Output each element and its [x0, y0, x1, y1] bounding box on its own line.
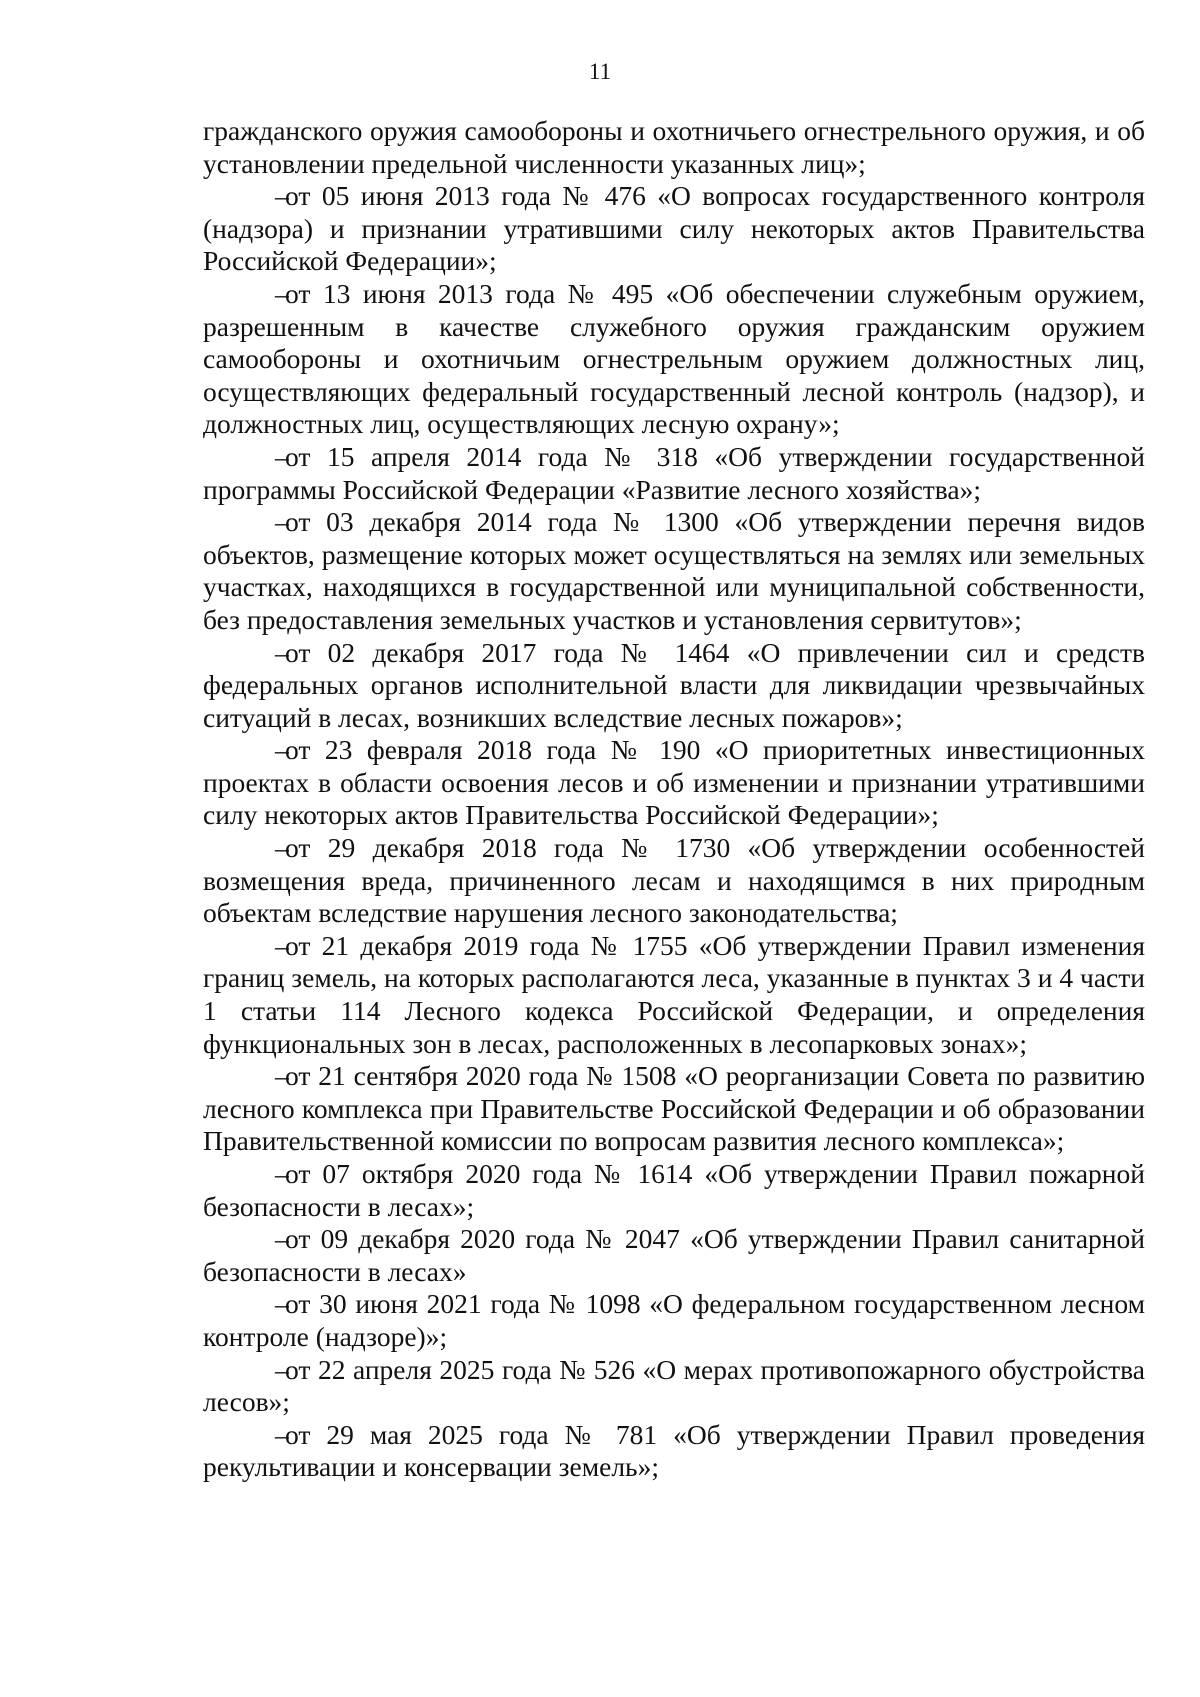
dash-marker: – — [275, 1060, 289, 1092]
dash-marker: – — [275, 440, 289, 472]
dash-marker: – — [275, 1418, 289, 1450]
list-item-text: от 29 мая 2025 года № 781 «Об утверждении Правил проведения рекультивации и консервации земель»; — [203, 1418, 1145, 1483]
list-item-text: от 02 декабря 2017 года № 1464 «О привлечении сил и средств федеральных органов исполнительной власти для ликвидации чрезвычайных ситуаций в лесах, возникших вследствие лесных пожаров»; — [203, 636, 1145, 733]
list-item — [203, 832, 1145, 930]
page-number: 11 — [588, 59, 612, 84]
list-item — [203, 1419, 1145, 1484]
dash-marker: – — [275, 929, 289, 961]
list-item-text: от 05 июня 2013 года № 476 «О вопросах государственного контроля (надзора) и признании утратившими силу некоторых актов Правительства Российской Федерации»; — [203, 180, 1145, 277]
list-item — [203, 1223, 1145, 1288]
list-item — [203, 180, 1145, 278]
list-item-text: от 21 декабря 2019 года № 1755 «Об утверждении Правил изменения границ земель, на которых располагаются леса, указанные в пунктах 3 и 4 части 1 статьи 114 Лесного кодекса Российской Федерации, и определения функциональных зон в лесах, расположенных в лесопарковых зонах»; — [203, 929, 1145, 1059]
list-item-text: от 30 июня 2021 года № 1098 «О федеральном государственном лесном контроле (надзоре)»; — [203, 1288, 1145, 1352]
dash-marker: – — [275, 180, 289, 212]
list-item-text: от 29 декабря 2018 года № 1730 «Об утверждении особенностей возмещения вреда, причиненного лесам и находящимся в них природным объектам вследствие нарушения лесного законодательства; — [203, 832, 1145, 929]
list-item — [203, 1288, 1145, 1353]
dash-marker: – — [275, 832, 289, 864]
list-item — [203, 1158, 1145, 1223]
list-item — [203, 506, 1145, 636]
list-item-text: от 07 октября 2020 года № 1614 «Об утверждении Правил пожарной безопасности в лесах»; — [203, 1158, 1145, 1222]
dash-marker: – — [275, 506, 289, 538]
list-item — [203, 441, 1145, 506]
list-item — [203, 1354, 1145, 1419]
dash-marker: – — [275, 1353, 289, 1385]
act-list — [203, 180, 1145, 1484]
list-item-text: от 13 июня 2013 года № 495 «Об обеспечении служебным оружием, разрешенным в качестве служебного оружия гражданским оружием самообороны и охотничьим огнестрельным оружием должностных лиц, осуществляющих федеральный государственный лесной контроль (надзор), и должностных лиц, осуществляющих лесную охрану»; — [203, 277, 1145, 440]
dash-marker: – — [275, 1158, 289, 1189]
intro-paragraph: гражданского оружия самообороны и охотничьего огнестрельного оружия, и об установлении предельной численности указанных лиц»; — [203, 115, 1145, 179]
dash-marker: – — [275, 1223, 289, 1255]
dash-marker: – — [275, 734, 289, 766]
list-item — [203, 637, 1145, 735]
list-item-text: от 22 апреля 2025 года № 526 «О мерах противопожарного обустройства лесов»; — [203, 1353, 1145, 1418]
list-item-text: от 03 декабря 2014 года № 1300 «Об утверждении перечня видов объектов, размещение которых может осуществляться на землях или земельных участках, находящихся в государственной или муниципальной собственности, без предоставления земельных участков и установления сервитутов»; — [203, 506, 1145, 635]
document-body — [203, 115, 1145, 1484]
dash-marker: – — [275, 636, 289, 668]
list-item — [203, 930, 1145, 1060]
list-item — [203, 278, 1145, 441]
list-item-text: от 09 декабря 2020 года № 2047 «Об утверждении Правил санитарной безопасности в лесах» — [203, 1223, 1145, 1287]
dash-marker: – — [275, 277, 289, 309]
list-item-text: от 21 сентября 2020 года № 1508 «О реорганизации Совета по развитию лесного комплекса при Правительстве Российской Федерации и об образовании Правительственной комиссии по вопросам развития лесного комплекса»; — [203, 1060, 1145, 1157]
dash-marker: – — [275, 1288, 289, 1320]
list-item-text: от 23 февраля 2018 года № 190 «О приоритетных инвестиционных проектах в области освоения лесов и об изменении и признании утратившими силу некоторых актов Правительства Российской Федерации»; — [203, 734, 1145, 831]
list-item-text: от 15 апреля 2014 года № 318 «Об утверждении государственной программы Российской Федерации «Развитие лесного хозяйства»; — [203, 440, 1145, 505]
list-item — [203, 734, 1145, 832]
list-item — [203, 1060, 1145, 1158]
